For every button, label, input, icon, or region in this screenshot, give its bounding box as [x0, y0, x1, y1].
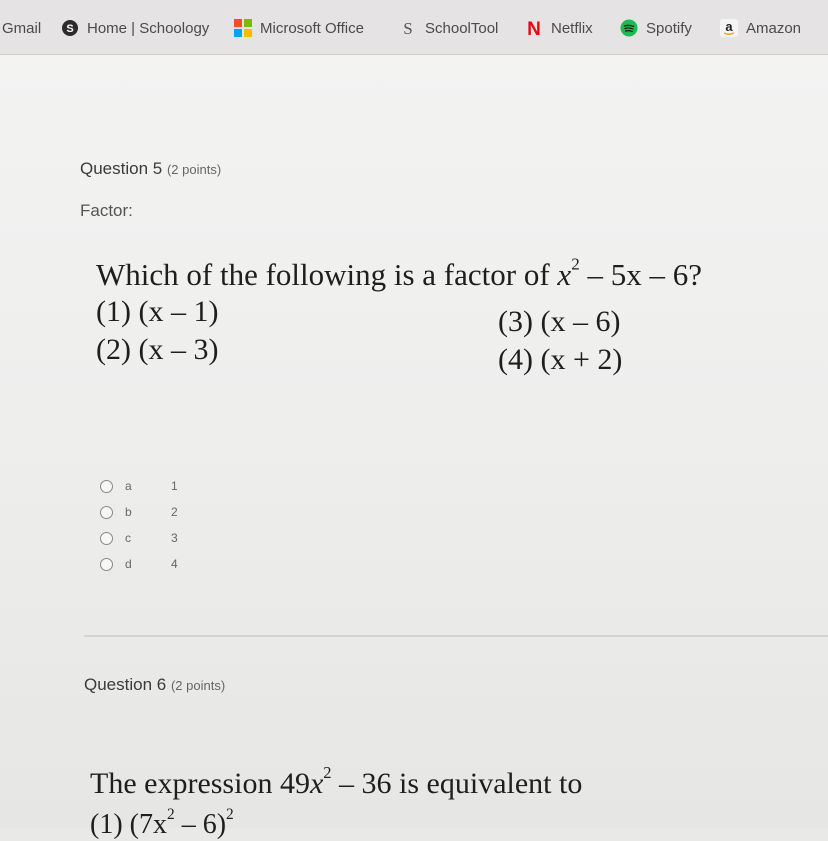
choice-text-1: (1) $(7x^2 - 6)^2$	[90, 806, 234, 840]
bookmark-label: Microsoft Office	[260, 19, 364, 37]
bookmark-schooltool[interactable]	[398, 16, 498, 40]
bookmark-label: Spotify	[646, 19, 692, 37]
option-letter: d	[125, 557, 132, 571]
bookmark-label: SchoolTool	[425, 19, 499, 37]
option-b[interactable]	[100, 501, 220, 523]
option-value: 3	[171, 531, 178, 545]
question-prompt: Which of the following is a factor of $x^2 - 5x - 6$?	[96, 254, 702, 292]
radio-button[interactable]	[100, 506, 113, 519]
choice-text-3: (3) (x – 6)	[498, 305, 621, 338]
option-value: 1	[171, 479, 178, 493]
question-instruction: Factor:	[80, 201, 133, 220]
bookmark-schoology[interactable]	[60, 16, 209, 40]
amazon-icon	[719, 18, 739, 38]
svg-text:N: N	[527, 19, 541, 38]
bookmark-amazon[interactable]	[719, 16, 801, 40]
bookmark-label: Amazon	[746, 19, 802, 37]
question-6-header	[84, 675, 225, 695]
option-d[interactable]	[100, 553, 220, 575]
question-5-image	[96, 254, 796, 397]
question-points: (2 points)	[170, 678, 226, 693]
schoology-icon	[60, 18, 80, 38]
option-letter: b	[125, 505, 132, 519]
choice-text-2: (2) (x – 3)	[96, 333, 219, 366]
choice-text-1: (1) (x – 1)	[96, 295, 219, 328]
radio-button[interactable]	[100, 558, 113, 571]
option-value: 2	[171, 505, 178, 519]
bookmark-microsoft-office[interactable]	[233, 16, 364, 40]
schooltool-icon	[398, 18, 418, 38]
choice-text-4: (4) (x + 2)	[498, 343, 623, 376]
option-c[interactable]	[100, 527, 220, 549]
svg-text:S: S	[403, 19, 413, 37]
microsoft-office-icon	[233, 18, 253, 38]
quiz-page	[0, 55, 828, 840]
netflix-icon	[524, 18, 544, 38]
question-5-header	[80, 159, 221, 179]
bookmark-spotify[interactable]	[619, 16, 692, 40]
question-points: (2 points)	[166, 162, 222, 177]
option-a[interactable]	[100, 475, 220, 497]
bookmark-label: Home | Schoology	[87, 19, 210, 37]
spotify-icon	[619, 18, 639, 38]
option-value: 4	[171, 557, 178, 571]
question-6-image	[90, 763, 790, 840]
question-divider	[84, 635, 828, 637]
question-title: Question 5	[80, 159, 163, 178]
svg-text:S: S	[66, 23, 74, 35]
svg-text:a: a	[725, 19, 733, 34]
option-letter: a	[125, 479, 132, 493]
bookmark-netflix[interactable]	[524, 16, 593, 40]
bookmark-gmail[interactable]	[2, 16, 41, 40]
question-title: Question 6	[84, 675, 167, 694]
bookmarks-bar	[0, 0, 828, 55]
option-letter: c	[125, 531, 131, 545]
question-prompt: The expression $49x^2 - 36$ is equivalent to	[90, 763, 583, 800]
radio-button[interactable]	[100, 480, 113, 493]
bookmark-label: Netflix	[551, 19, 593, 37]
radio-button[interactable]	[100, 532, 113, 545]
bookmark-label: Gmail	[2, 19, 42, 37]
